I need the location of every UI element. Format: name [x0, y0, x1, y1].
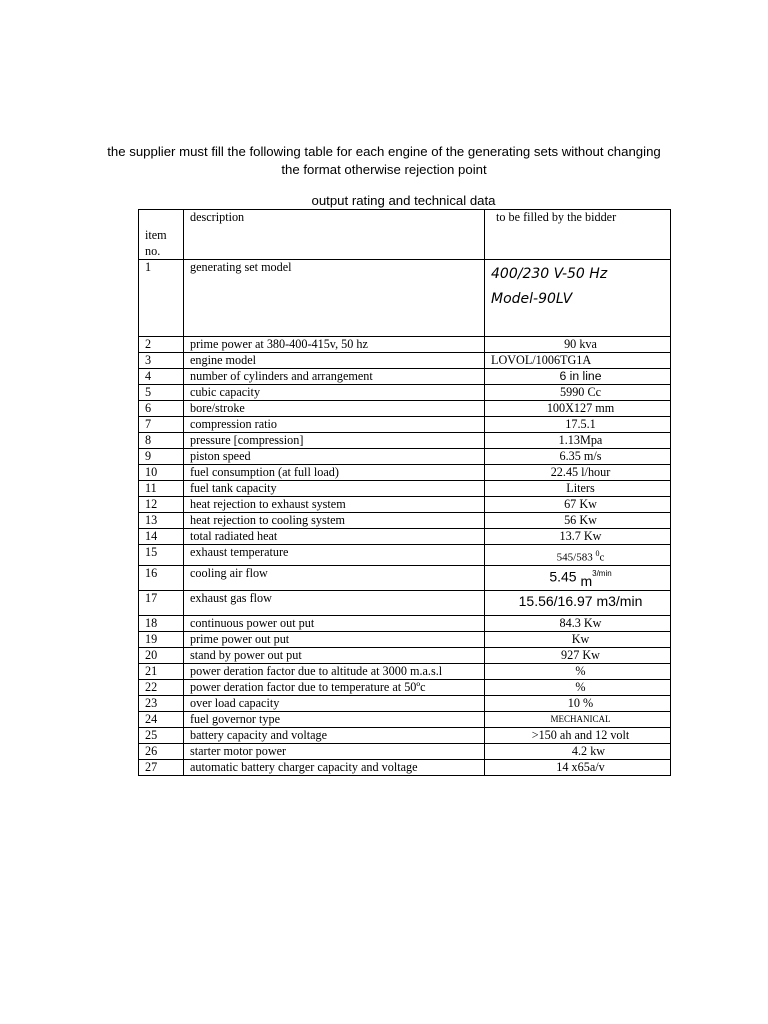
row-value: 6.35 m/s — [485, 449, 671, 465]
row-description: heat rejection to exhaust system — [184, 497, 485, 513]
row-description: cubic capacity — [184, 385, 485, 401]
row-value: LOVOL/1006TG1A — [485, 353, 671, 369]
row-no: 24 — [139, 711, 184, 727]
table-row — [139, 513, 671, 529]
row-value: 927 Kw — [485, 647, 671, 663]
row-no: 9 — [139, 449, 184, 465]
exhaust-temp-degree: 0 — [595, 549, 600, 558]
row-value: 4.2 kw — [485, 743, 671, 759]
table-row — [139, 647, 671, 663]
table-row — [139, 529, 671, 545]
row-description: power deration factor due to temperature at 50ºc — [184, 679, 485, 695]
row-no: 26 — [139, 743, 184, 759]
table-row — [139, 565, 671, 590]
intro-line-2: the format otherwise rejection point — [281, 162, 487, 177]
row-1-no: 1 — [139, 260, 184, 337]
row-value: 56 Kw — [485, 513, 671, 529]
row-no: 12 — [139, 497, 184, 513]
row-description: heat rejection to cooling system — [184, 513, 485, 529]
row-no: 10 — [139, 465, 184, 481]
technical-data-table — [138, 209, 671, 776]
row-value: 22.45 l/hour — [485, 465, 671, 481]
cooling-air-value: 5.45 — [549, 568, 577, 585]
row-no: 20 — [139, 647, 184, 663]
table-caption: output rating and technical data — [311, 193, 496, 208]
table-row — [139, 663, 671, 679]
table-row — [139, 260, 671, 337]
row-description: prime power out put — [184, 631, 485, 647]
table-row — [139, 727, 671, 743]
row-no: 6 — [139, 401, 184, 417]
row-no: 2 — [139, 337, 184, 353]
table-row — [139, 481, 671, 497]
table-row — [139, 615, 671, 631]
table-row — [139, 401, 671, 417]
row-description: cooling air flow — [184, 565, 485, 590]
row-value: 17.5.1 — [485, 417, 671, 433]
row-no: 8 — [139, 433, 184, 449]
row-description: exhaust temperature — [184, 545, 485, 566]
row-description: starter motor power — [184, 743, 485, 759]
row-value: 84.3 Kw — [485, 615, 671, 631]
row-description: stand by power out put — [184, 647, 485, 663]
row-no: 21 — [139, 663, 184, 679]
table-row — [139, 433, 671, 449]
row-description: continuous power out put — [184, 615, 485, 631]
table-row — [139, 631, 671, 647]
exhaust-temp-value: 545/583 — [556, 551, 593, 564]
row-value — [485, 565, 671, 590]
row-value: 6 in line — [485, 369, 671, 385]
table-row — [139, 369, 671, 385]
row-value: 100X127 mm — [485, 401, 671, 417]
row-no: 23 — [139, 695, 184, 711]
table-row — [139, 337, 671, 353]
row-1-value-line1: 400/230 V-50 Hz — [491, 266, 608, 282]
row-description: fuel governor type — [184, 711, 485, 727]
header-item-no-line2: no. — [145, 244, 161, 258]
row-value: Liters — [485, 481, 671, 497]
row-value: 15.56/16.97 m3/min — [485, 590, 671, 615]
row-no: 3 — [139, 353, 184, 369]
row-no: 5 — [139, 385, 184, 401]
table-row — [139, 590, 671, 615]
row-no: 14 — [139, 529, 184, 545]
row-description: bore/stroke — [184, 401, 485, 417]
table-row — [139, 695, 671, 711]
row-no: 18 — [139, 615, 184, 631]
row-description: engine model — [184, 353, 485, 369]
table-row — [139, 743, 671, 759]
intro-line-1: the supplier must fill the following table for each engine of the generating sets without changing — [107, 144, 661, 159]
table-row — [139, 759, 671, 775]
row-value: >150 ah and 12 volt — [485, 727, 671, 743]
row-value: % — [485, 663, 671, 679]
row-no: 15 — [139, 545, 184, 566]
row-description: total radiated heat — [184, 529, 485, 545]
row-1-value-line2: Model-90LV — [491, 291, 573, 307]
row-description: over load capacity — [184, 695, 485, 711]
header-description: description — [184, 210, 485, 260]
table-row — [139, 353, 671, 369]
row-description: number of cylinders and arrangement — [184, 369, 485, 385]
header-value-text: to be filled by the bidder — [496, 210, 617, 224]
row-value: 67 Kw — [485, 497, 671, 513]
row-value: 5990 Cc — [485, 385, 671, 401]
header-item-no-line1: item — [145, 228, 167, 242]
row-no: 27 — [139, 759, 184, 775]
table-row — [139, 497, 671, 513]
row-value: 1.13Mpa — [485, 433, 671, 449]
row-description: exhaust gas flow — [184, 590, 485, 615]
row-value: % — [485, 679, 671, 695]
table-row — [139, 711, 671, 727]
row-no: 4 — [139, 369, 184, 385]
header-item-no — [139, 210, 184, 260]
row-no: 19 — [139, 631, 184, 647]
row-no: 16 — [139, 565, 184, 590]
row-description: automatic battery charger capacity and voltage — [184, 759, 485, 775]
row-description: battery capacity and voltage — [184, 727, 485, 743]
row-no: 22 — [139, 679, 184, 695]
table-row — [139, 449, 671, 465]
row-no: 17 — [139, 590, 184, 615]
table-row — [139, 465, 671, 481]
row-value — [485, 545, 671, 566]
row-value: MECHANICAL — [485, 711, 671, 727]
row-description: prime power at 380-400-415v, 50 hz — [184, 337, 485, 353]
row-description: fuel consumption (at full load) — [184, 465, 485, 481]
row-value: 10 % — [485, 695, 671, 711]
row-no: 13 — [139, 513, 184, 529]
row-value: 14 x65a/v — [485, 759, 671, 775]
row-no: 11 — [139, 481, 184, 497]
table-row — [139, 679, 671, 695]
row-no: 7 — [139, 417, 184, 433]
table-row — [139, 545, 671, 566]
table-row — [139, 417, 671, 433]
row-value: Kw — [485, 631, 671, 647]
row-1-description: generating set model — [184, 260, 485, 337]
row-value: 13.7 Kw — [485, 529, 671, 545]
cooling-air-unit-sup: 3/min — [592, 568, 612, 578]
header-value — [485, 210, 671, 260]
table-row — [139, 385, 671, 401]
row-description: piston speed — [184, 449, 485, 465]
row-value: 90 kva — [485, 337, 671, 353]
row-description: compression ratio — [184, 417, 485, 433]
cooling-air-unit: m — [580, 573, 593, 590]
row-description: power deration factor due to altitude at 3000 m.a.s.l — [184, 663, 485, 679]
row-1-value — [485, 260, 671, 337]
table-header-row — [139, 210, 671, 260]
row-no: 25 — [139, 727, 184, 743]
row-description: fuel tank capacity — [184, 481, 485, 497]
intro-paragraph — [60, 143, 708, 179]
exhaust-temp-unit: c — [599, 551, 605, 564]
row-description: pressure [compression] — [184, 433, 485, 449]
